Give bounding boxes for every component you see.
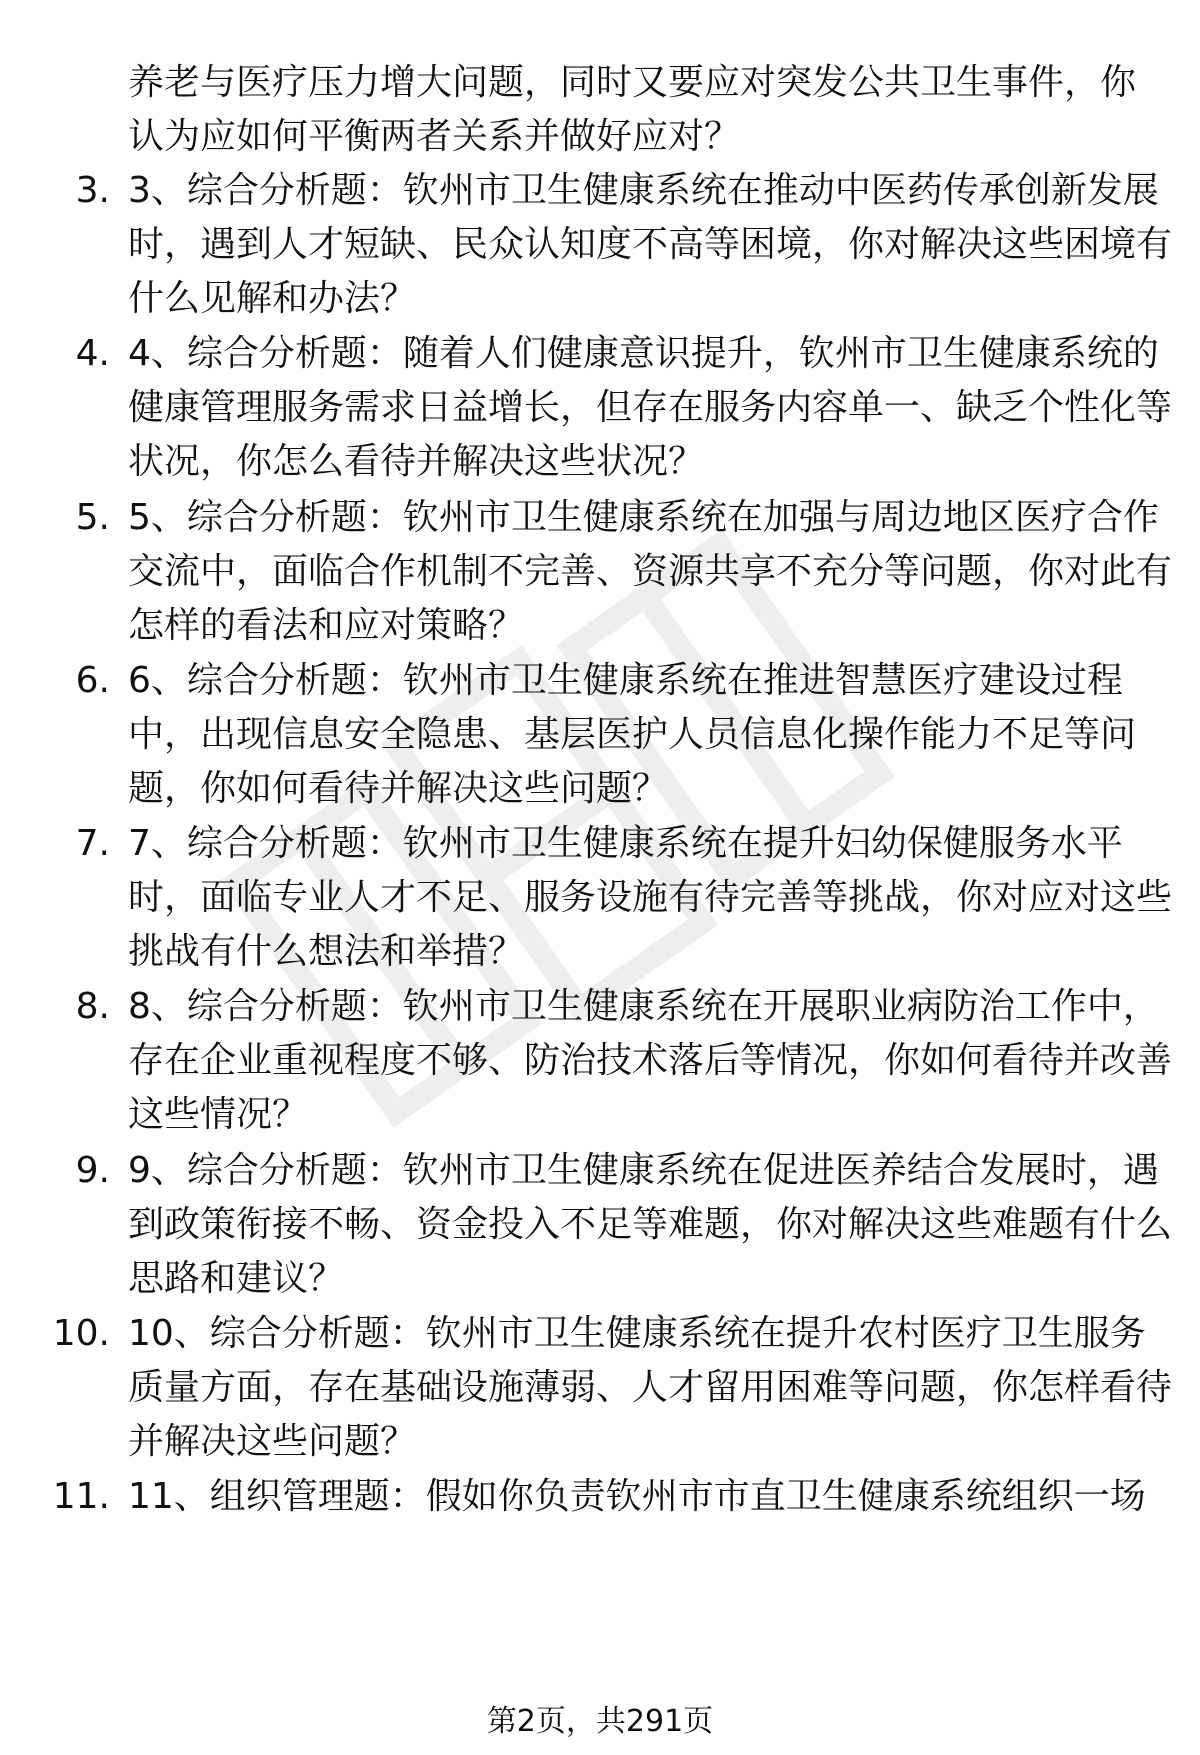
question-text: 6、综合分析题：钦州市卫生健康系统在推进智慧医疗建设过程中，出现信息安全隐患、基层医护人员信息化操作能力不足等问题，你如何看待并解决这些问题？ xyxy=(128,660,1137,809)
question-text: 8、综合分析题：钦州市卫生健康系统在开展职业病防治工作中，存在企业重视程度不够、防治技术落后等情况，你如何看待并改善这些情况？ xyxy=(128,986,1173,1135)
question-text: 9、综合分析题：钦州市卫生健康系统在促进医养结合发展时，遇到政策衔接不畅、资金投入不足等难题，你对解决这些难题有什么思路和建议？ xyxy=(128,1150,1173,1299)
question-number: 6. xyxy=(75,660,110,701)
question-text: 7、综合分析题：钦州市卫生健康系统在提升妇幼保健服务水平时，面临专业人才不足、服务设施有待完善等挑战，你对应对这些挑战有什么想法和举措？ xyxy=(128,823,1173,972)
question-number: 4. xyxy=(75,333,110,374)
question-number: 8. xyxy=(75,986,110,1027)
question-number: 9. xyxy=(75,1150,110,1191)
question-text: 10、综合分析题：钦州市卫生健康系统在提升农村医疗卫生服务质量方面，存在基础设施薄弱、人才留用困难等问题，你怎样看待并解决这些问题？ xyxy=(128,1313,1173,1462)
question-text: 5、综合分析题：钦州市卫生健康系统在加强与周边地区医疗合作交流中，面临合作机制不完善、资源共享不充分等问题，你对此有怎样的看法和应对策略？ xyxy=(128,497,1173,646)
continuation-paragraph: 养老与医疗压力增大问题，同时又要应对突发公共卫生事件，你认为应如何平衡两者关系并做好应对？ xyxy=(128,62,1137,157)
page-footer: 第2页，共291页 xyxy=(486,1704,714,1739)
question-number: 10. xyxy=(52,1313,110,1354)
question-text: 4、综合分析题：随着人们健康意识提升，钦州市卫生健康系统的健康管理服务需求日益增长，但存在服务内容单一、缺乏个性化等状况，你怎么看待并解决这些状况？ xyxy=(128,333,1173,482)
question-number: 3. xyxy=(75,170,110,211)
question-number: 11. xyxy=(52,1476,110,1517)
question-number: 7. xyxy=(75,823,110,864)
question-text: 11、组织管理题：假如你负责钦州市市直卫生健康系统组织一场 xyxy=(128,1476,1146,1517)
question-number: 5. xyxy=(75,497,110,538)
question-text: 3、综合分析题：钦州市卫生健康系统在推动中医药传承创新发展时，遇到人才短缺、民众认知度不高等困境，你对解决这些困境有什么见解和办法？ xyxy=(128,170,1173,319)
